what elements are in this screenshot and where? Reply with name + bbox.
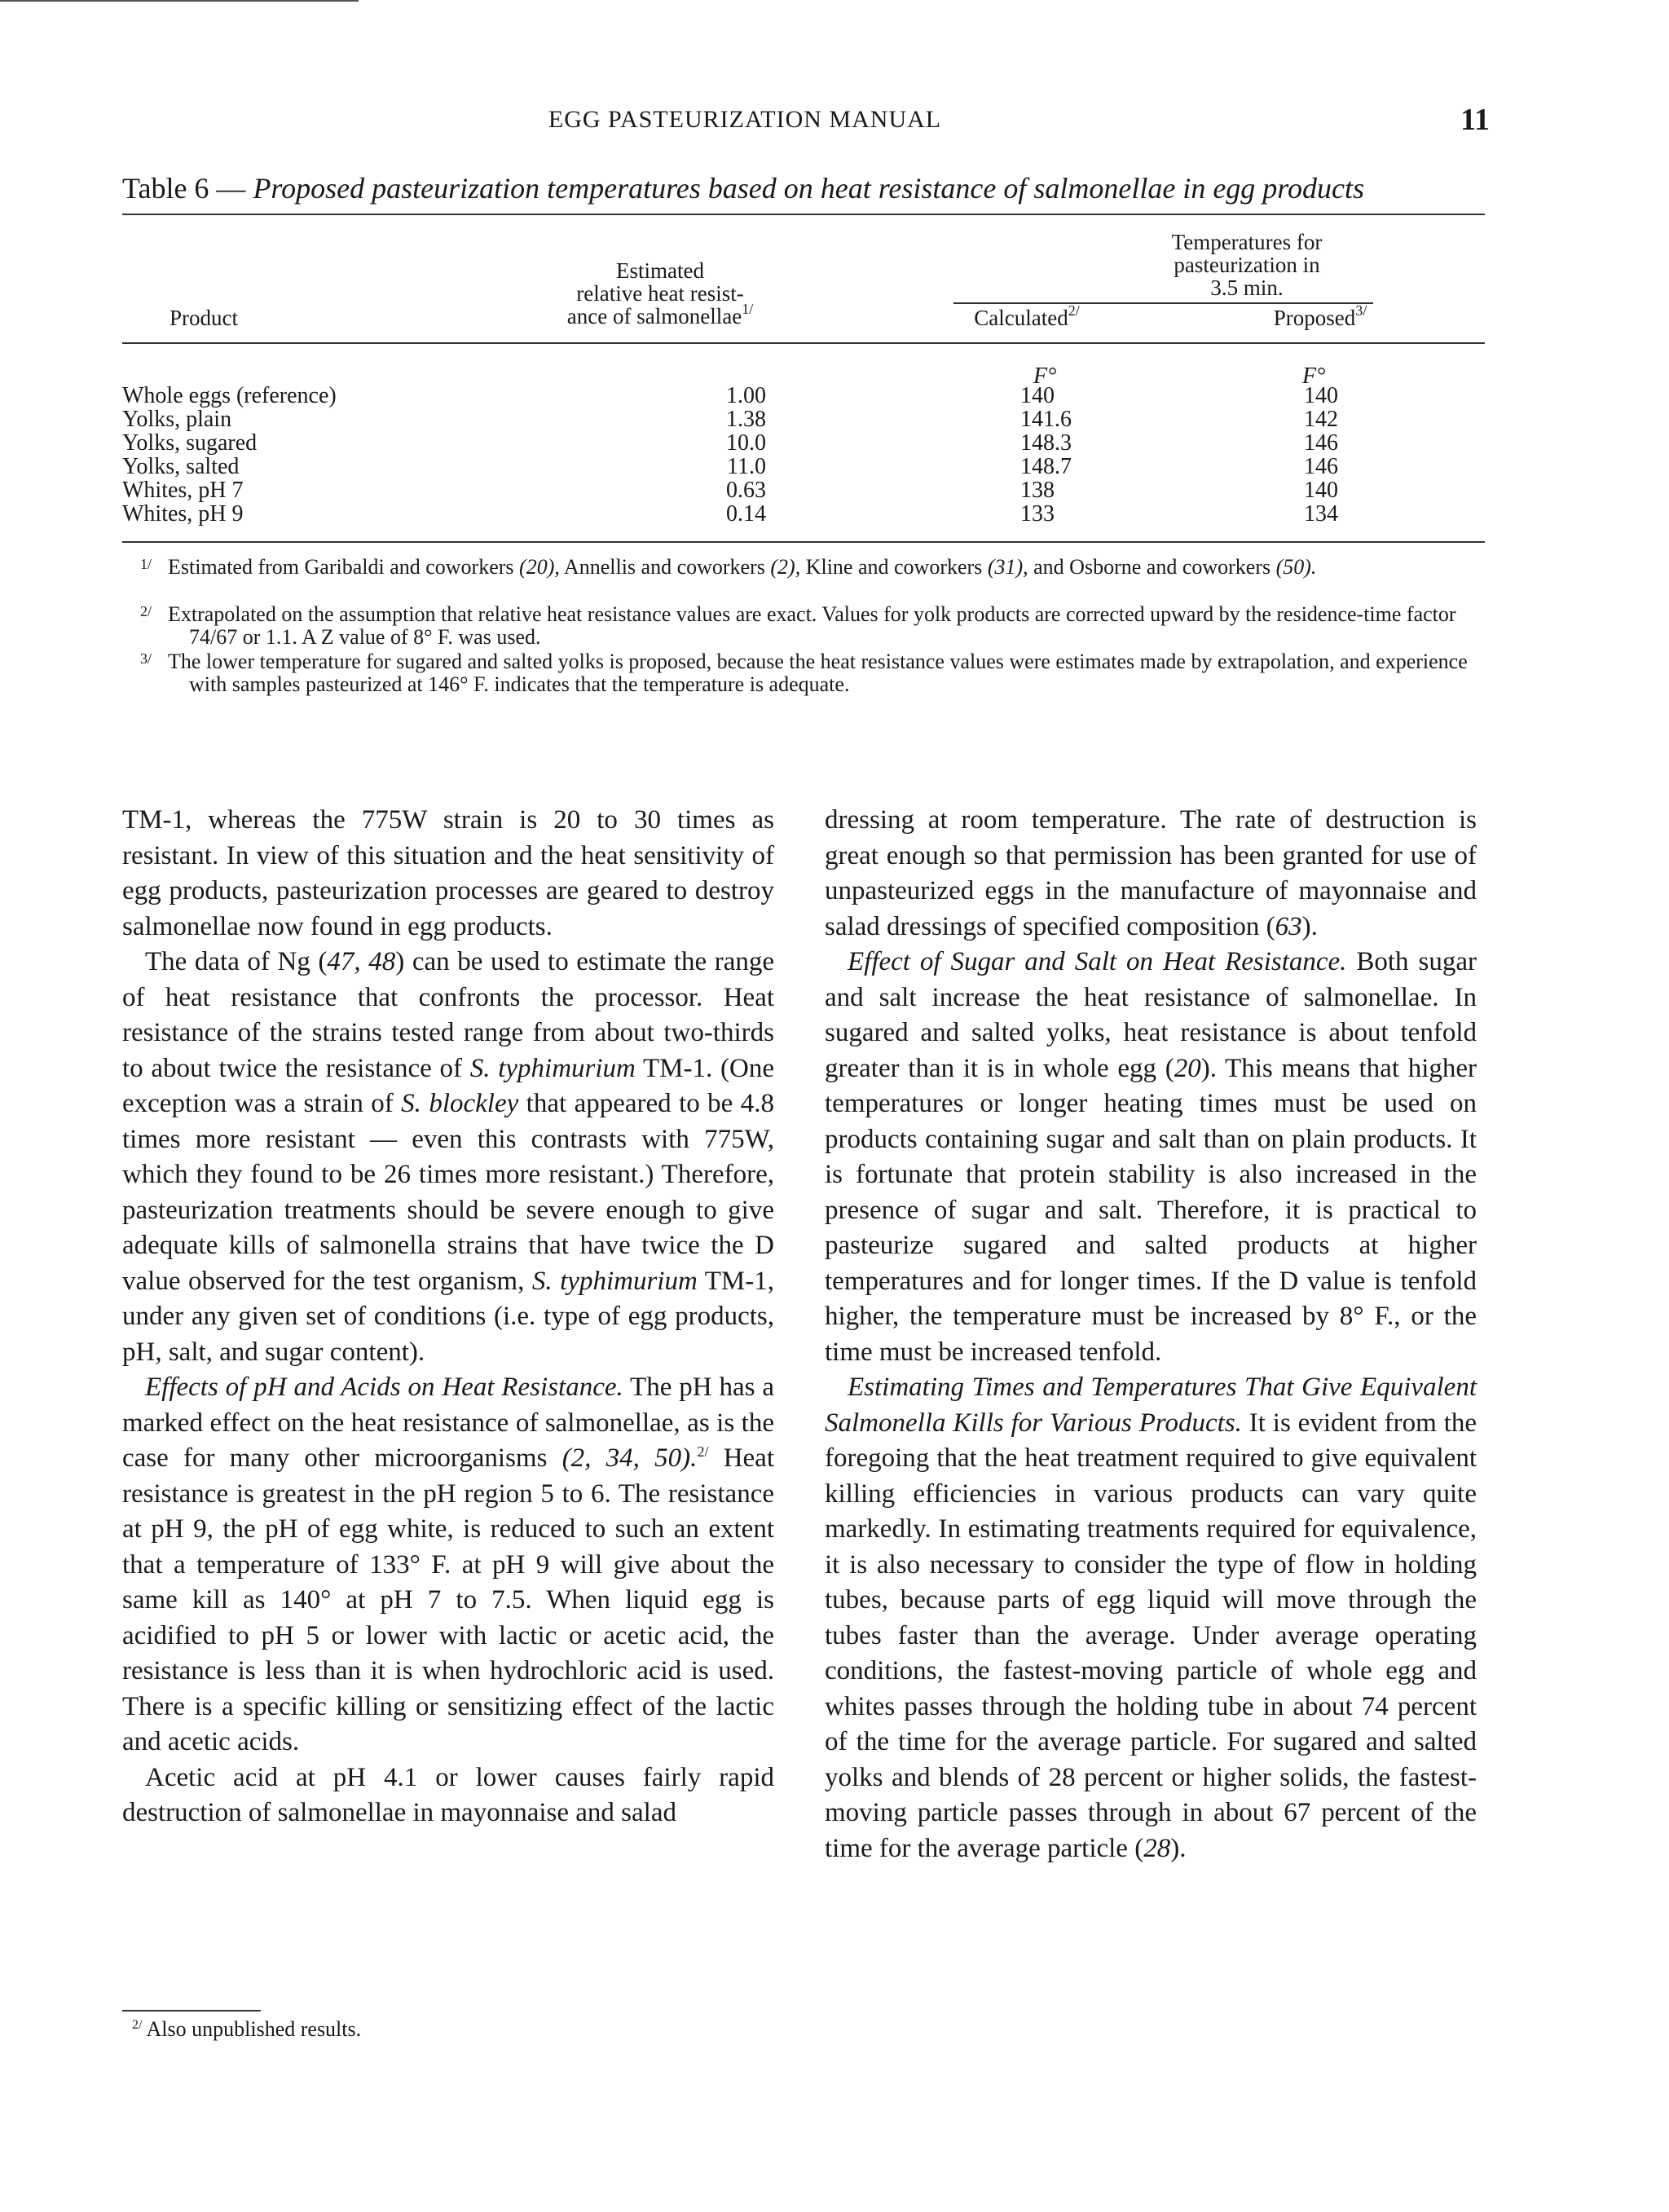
- left-paragraph-3: Effects of pH and Acids on Heat Resistance. The pH has a marked effect on the heat resistance of salmonellae, as is the case for many other microorganisms (2, 34, 50).$^{2/}$ Heat resistance is greatest in the pH region 5 to 6. The resistance at pH 9, the pH of egg white, is reduced to such an extent that a temperature of 133° F. at pH 9 will give about the same kill as 140° at pH 7 to 7.5. When liquid egg is acidified to pH 5 or lower with lactic or acetic acid, the resistance is less than it is when hydrochloric acid is used. There is a specific killing or sensitizing effect of the lactic and acetic acids.: [122, 1373, 775, 1756]
- unit-calculated: F°: [1033, 364, 1057, 389]
- left-paragraph-2: The data of Ng (47, 48) can be used to estimate the range of heat resistance that confronts the processor. Heat resistance of the strains tested range from about two-thirds to about twice the resistance of S. typhimurium TM-1. (One exception was a strain of S. blockley that appeared to be 4.8 times more resistant — even this contrasts with 775W, which they found to be 26 times more resistant.) Therefore, pasteurization treatments should be severe enough to give adequate kills of salmonella strains that have twice the D value observed for the test organism, S. typhimurium TM-1, under any given set of conditions (i.e. type of egg products, pH, salt, and sugar content).: [122, 947, 775, 1367]
- header-est-line2: relative heat resist-: [576, 281, 744, 306]
- cell-resistance: 0.14: [726, 501, 766, 527]
- cell-resistance: 0.63: [726, 478, 766, 503]
- table-footnote-3: 3/ The lower temperature for sugared and salted yolks is proposed, because the heat resistance values were estimates made by extrapolation, and experience with samples pasteurized at 146° F. indicates that the temperature is adequate.: [140, 650, 1468, 696]
- table-top-rule: [122, 214, 1485, 215]
- footnote-mark-2: 2/: [1068, 302, 1080, 319]
- cell-product: Yolks, plain: [122, 407, 232, 432]
- header-temp-line2: pasteurization in: [1174, 253, 1320, 277]
- table-caption: [122, 171, 1491, 205]
- table-footnote-1: 1/ Estimated from Garibaldi and coworkers (20), Annellis and coworkers (2), Kline and coworkers (31), and Osborne and coworkers (50).: [140, 555, 1317, 579]
- unit-proposed: F°: [1302, 364, 1326, 389]
- cell-resistance: 1.38: [726, 407, 766, 432]
- cell-resistance: 10.0: [726, 430, 766, 456]
- cell-calculated: 148.3: [1020, 430, 1072, 456]
- cell-proposed: 140: [1304, 478, 1338, 503]
- cell-calculated: 148.7: [1020, 454, 1072, 479]
- table-row: [122, 502, 1485, 526]
- footnote-mark-3: 3/: [1355, 302, 1367, 319]
- section-heading-sugar-salt: Effect of Sugar and Salt on Heat Resistance.: [848, 947, 1347, 976]
- header-temp-line3: 3.5 min.: [1210, 275, 1284, 300]
- table-row: [122, 408, 1485, 431]
- table-title: Proposed pasteurization temperatures based on heat resistance of salmonellae in egg products: [253, 172, 1364, 205]
- cell-calculated: 140: [1020, 383, 1055, 408]
- column-footnote: $^{2/}$ Also unpublished results.: [132, 2017, 362, 2041]
- right-column: [825, 803, 1477, 1866]
- table-row: [122, 384, 1485, 408]
- header-estimated: [522, 259, 799, 328]
- section-heading-ph: Effects of pH and Acids on Heat Resistance.: [145, 1373, 623, 1402]
- header-temp-line1: Temperatures for: [1171, 230, 1323, 254]
- cell-product: Whites, pH 7: [122, 478, 244, 503]
- left-paragraph-4: Acetic acid at pH 4.1 or lower causes fairly rapid destruction of salmonellae in mayonnaise and salad: [122, 1762, 774, 1827]
- header-est-line3: ance of salmonellae$^{1/}$: [566, 301, 754, 328]
- table-row: [122, 478, 1485, 502]
- cell-proposed: 146: [1304, 430, 1338, 456]
- table-bottom-rule: [122, 541, 1485, 543]
- cell-calculated: 141.6: [1020, 407, 1072, 432]
- cell-product: Yolks, salted: [122, 454, 240, 479]
- table-row: [122, 455, 1485, 478]
- table-label: Table 6 —: [122, 172, 246, 205]
- header-product: Product: [170, 306, 238, 330]
- header-proposed: Proposed$^{3/}$: [1273, 302, 1367, 330]
- right-paragraph-2: Effect of Sugar and Salt on Heat Resistance. Both sugar and salt increase the heat resistance of salmonellae. In sugared and salted yolks, heat resistance is about tenfold greater than it is in whole egg (20). This means that higher temperatures or longer heating times must be used on products containing sugar and salt than on plain products. It is fortunate that protein stability is also increased in the presence of sugar and salt. Therefore, it is practical to pasteurize sugared and salted products at higher temperatures and for longer times. If the D value is tenfold higher, the temperature must be increased by 8° F., or the time must be increased tenfold.: [825, 947, 1477, 1367]
- footnote-mark-1: 1/: [742, 301, 754, 317]
- cell-proposed: 134: [1304, 501, 1338, 527]
- table-header-rule: [122, 342, 1485, 344]
- left-column: [122, 803, 774, 1831]
- header-est-line1: Estimated: [616, 258, 704, 283]
- top-edge-rule: [0, 0, 359, 2]
- cell-product: Whole eggs (reference): [122, 383, 337, 408]
- cell-product: Whites, pH 9: [122, 501, 244, 527]
- table-row: [122, 431, 1485, 455]
- cell-product: Yolks, sugared: [122, 430, 258, 456]
- right-paragraph-1: dressing at room temperature. The rate of destruction is great enough so that permission has been granted for use of unpasteurized eggs in the manufacture of mayonnaise and salad dressings of specified composition (63).: [825, 805, 1477, 941]
- cell-calculated: 138: [1020, 478, 1055, 503]
- page-number: 11: [1460, 103, 1490, 137]
- cell-calculated: 133: [1020, 501, 1055, 527]
- table-footnote-2: 2/ Extrapolated on the assumption that relative heat resistance values are exact. Values for yolk products are corrected upward by the residence-time factor 74/67 or 1.1. A Z value of 8° F. was used.: [140, 602, 1456, 649]
- cell-proposed: 140: [1304, 383, 1338, 408]
- header-temperatures: [1108, 231, 1385, 299]
- cell-resistance: 1.00: [726, 383, 766, 408]
- left-paragraph-1: TM-1, whereas the 775W strain is 20 to 30 times as resistant. In view of this situation and the heat sensitivity of egg products, pasteurization processes are geared to destroy salmonellae now found in egg products.: [122, 805, 774, 941]
- temperatures-span-rule: [953, 302, 1373, 304]
- running-title: EGG PASTEURIZATION MANUAL: [548, 106, 942, 133]
- header-calculated: Calculated$^{2/}$: [974, 302, 1080, 330]
- right-paragraph-3: Estimating Times and Temperatures That Give Equivalent Salmonella Kills for Various Products. It is evident from the foregoing that the heat treatment required to give equivalent killing efficiencies in various products can vary quite markedly. In estimating treatments required for equivalence, it is also necessary to consider the type of flow in holding tubes, because parts of egg liquid will move through the tubes faster than the average. Under average operating conditions, the fastest-moving particle of whole egg and whites passes through the holding tube in about 74 percent of the time for the average particle. For sugared and salted yolks and blends of 28 percent or higher solids, the fastest-moving particle passes through in about 67 percent of the time for the average particle (28).: [825, 1373, 1477, 1863]
- cell-proposed: 142: [1304, 407, 1338, 432]
- cell-proposed: 146: [1304, 454, 1338, 479]
- section-heading-estimating: Estimating Times and Temperatures That Give Equivalent Salmonella Kills for Various Products.: [825, 1373, 1477, 1438]
- cell-resistance: 11.0: [727, 454, 766, 479]
